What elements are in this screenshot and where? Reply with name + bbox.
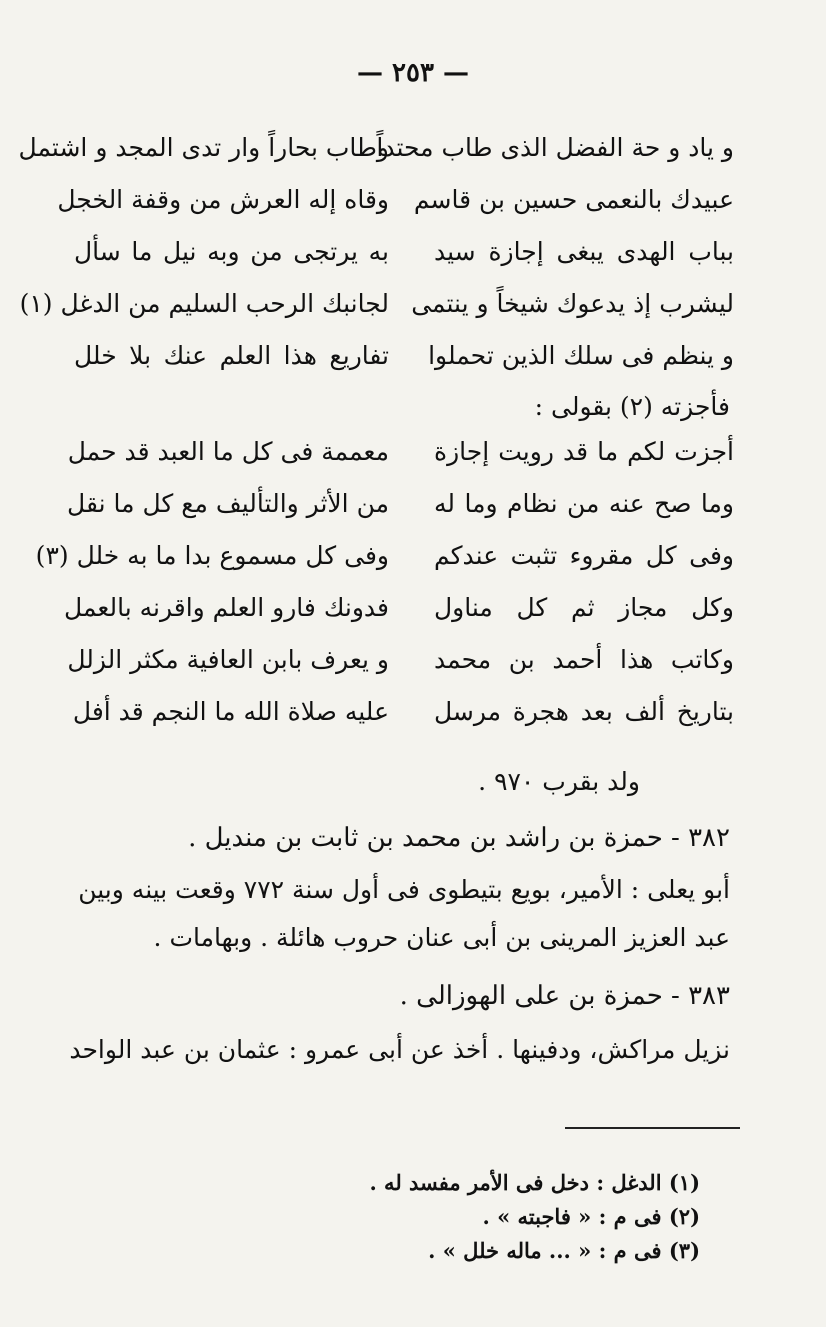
verse-first-hemistich: و ينظم فى سلك الذين تحملوا: [428, 341, 734, 370]
verse-second-hemistich: فدونك فارو العلم واقرنه بالعمل: [64, 593, 389, 622]
verse-row: [18, 128, 734, 180]
verse-second-hemistich: وفى كل مسموع بدا ما به خلل (٣): [35, 541, 389, 570]
verse-row: [67, 432, 734, 484]
verse-row: [57, 180, 734, 232]
verse-second-hemistich: لجانبك الرحب السليم من الدغل (١): [19, 289, 389, 318]
verse-first-hemistich: وفى كل مقروء تثبت عندكم: [434, 541, 734, 570]
entry-382-heading: ٣٨٢ - حمزة بن راشد بن محمد بن ثابت بن منديل .: [188, 823, 730, 853]
verse-first-hemistich: بباب الهدى يبغى إجازة سيد: [434, 237, 734, 266]
poem-verses-part1: [18, 128, 734, 388]
footnote-2: (٢) فى م : « فاجبته » .: [482, 1204, 700, 1229]
verse-second-hemistich: تفاريع هذا العلم عنك بلا خلل: [74, 341, 389, 370]
verse-row: [74, 692, 734, 744]
verse-second-hemistich: من الأثر والتأليف مع كل ما نقل: [67, 489, 389, 518]
page-number: — ٢٥٣ —: [356, 58, 470, 88]
verse-second-hemistich: و يعرف بابن العافية مكثر الزلل: [67, 645, 389, 674]
verse-first-hemistich: وكل مجاز ثم كل مناول: [434, 593, 734, 622]
entry-383-body: نزيل مراكش، ودفينها . أخذ عن أبى عمرو : عثمان بن عبد الواحد: [69, 1035, 730, 1064]
verse-second-hemistich: معممة فى كل ما العبد قد حمل: [67, 437, 389, 466]
verse-first-hemistich: وكاتب هذا أحمد بن محمد: [434, 645, 734, 674]
intro-line: فأجزته (٢) بقولى :: [534, 392, 730, 421]
verse-row: [67, 640, 734, 692]
verse-first-hemistich: وما صح عنه من نظام وما له: [434, 489, 734, 518]
verse-first-hemistich: و ياد و حة الفضل الذى طاب محتداً: [376, 133, 734, 162]
entry-383-heading: ٣٨٣ - حمزة بن على الهوزالى .: [399, 981, 730, 1011]
footnote-separator: [565, 1127, 740, 1129]
verse-first-hemistich: بتاريخ ألف بعد هجرة مرسل: [434, 697, 734, 726]
verse-second-hemistich: عليه صلاة الله ما النجم قد أفل: [72, 697, 389, 726]
verse-row: [35, 536, 734, 588]
entry-382-body: أبو يعلى : الأمير، بويع بتيطوى فى أول سنة ٧٧٢ وقعت بينه وبين: [78, 875, 730, 904]
poem-verses-part2: [35, 432, 734, 744]
verse-row: [64, 588, 734, 640]
birth-line: ولد بقرب ٩٧٠ .: [478, 767, 640, 796]
verse-first-hemistich: ليشرب إذ يدعوك شيخاً و ينتمى: [411, 289, 734, 318]
verse-second-hemistich: به يرتجى من وبه نيل ما سأل: [74, 237, 389, 266]
verse-second-hemistich: وقاه إله العرش من وقفة الخجل: [57, 185, 389, 214]
verse-first-hemistich: أجزت لكم ما قد رويت إجازة: [434, 437, 734, 466]
footnote-3: (٣) فى م : « ... ماله خلل » .: [428, 1238, 700, 1263]
verse-row: [74, 232, 734, 284]
entry-382-body: عبد العزيز المرينى بن أبى عنان حروب هائلة . وبهامات .: [153, 923, 730, 952]
verse-first-hemistich: عبيدك بالنعمى حسين بن قاسم: [413, 185, 734, 214]
verse-second-hemistich: وطاب بحاراً وار تدى المجد و اشتمل: [18, 133, 389, 162]
verse-row: [67, 484, 734, 536]
verse-row: [74, 336, 734, 388]
verse-row: [19, 284, 734, 336]
footnote-1: (١) الدغل : دخل فى الأمر مفسد له .: [369, 1170, 700, 1195]
